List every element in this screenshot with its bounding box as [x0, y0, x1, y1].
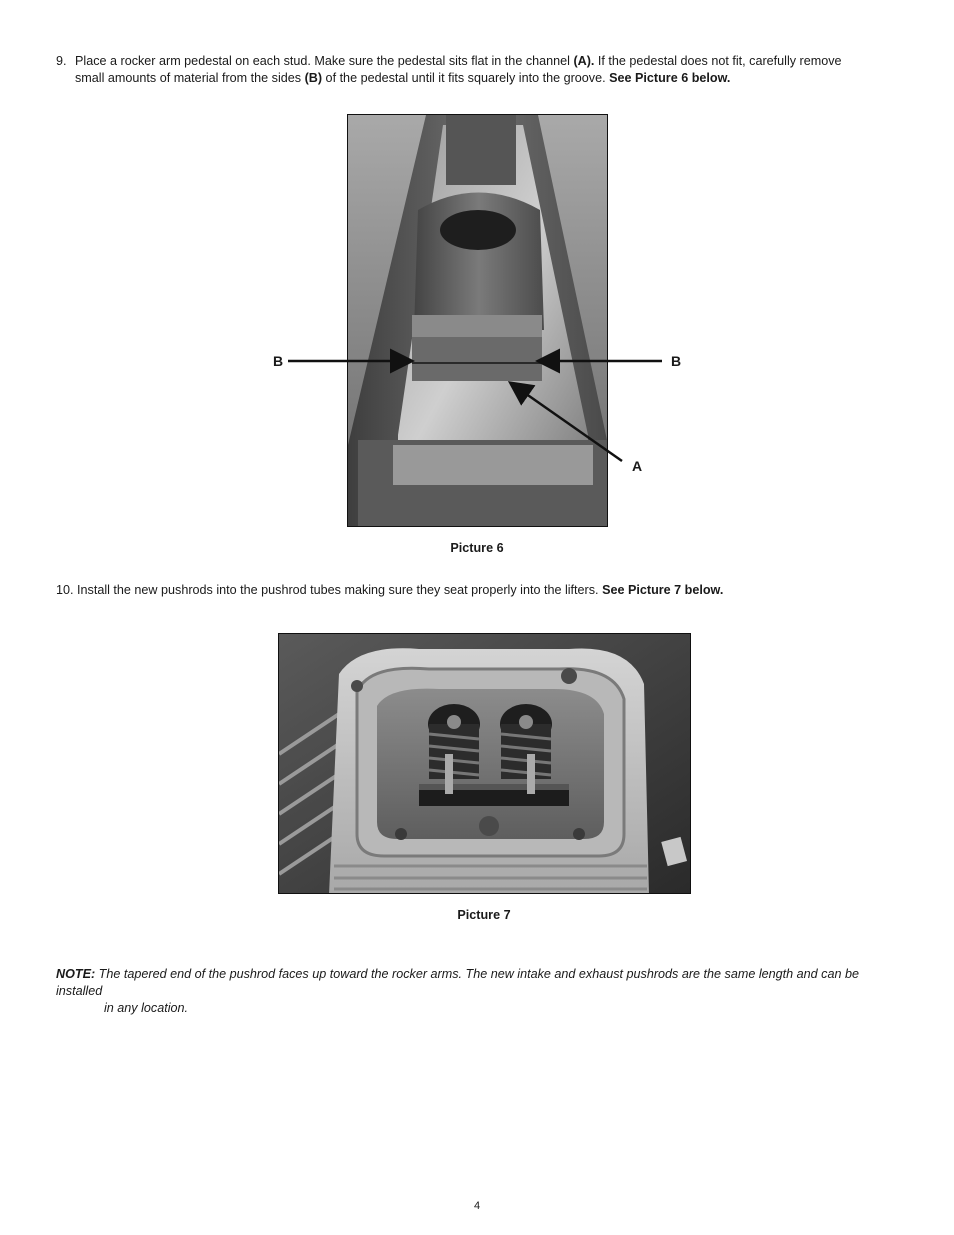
note-line-2: in any location.	[104, 1001, 189, 1015]
callout-b-left: B	[273, 353, 284, 369]
callout-a: A	[632, 458, 643, 474]
picture-6-photo	[347, 114, 608, 527]
step-10	[56, 582, 936, 599]
picture-6-caption: Picture 6	[450, 541, 504, 555]
step-text: Place a rocker arm pedestal on each stud. Make sure the pedestal sits flat in the channel (A). If the pedestal does not fit, carefully remove small amounts of material from the sides (B) of the pedestal until it fits squarely into the groove. See Picture 6 below.	[75, 54, 842, 85]
step-text: Install the new pushrods into the pushrod tubes making sure they seat properly into the lifters. See Picture 7 below.	[77, 583, 724, 597]
step-number: 10.	[56, 583, 74, 597]
page-number: 4	[473, 1200, 481, 1212]
note-line-1: The tapered end of the pushrod faces up toward the rocker arms. The new intake and exhaust pushrods are the same length and can be installed	[56, 967, 859, 998]
step-number: 9.	[56, 54, 67, 68]
note-label: NOTE:	[56, 967, 96, 981]
callout-b-right: B	[671, 353, 682, 369]
picture-7-photo	[278, 633, 691, 894]
note	[56, 966, 908, 1017]
picture-7-caption: Picture 7	[457, 908, 511, 922]
